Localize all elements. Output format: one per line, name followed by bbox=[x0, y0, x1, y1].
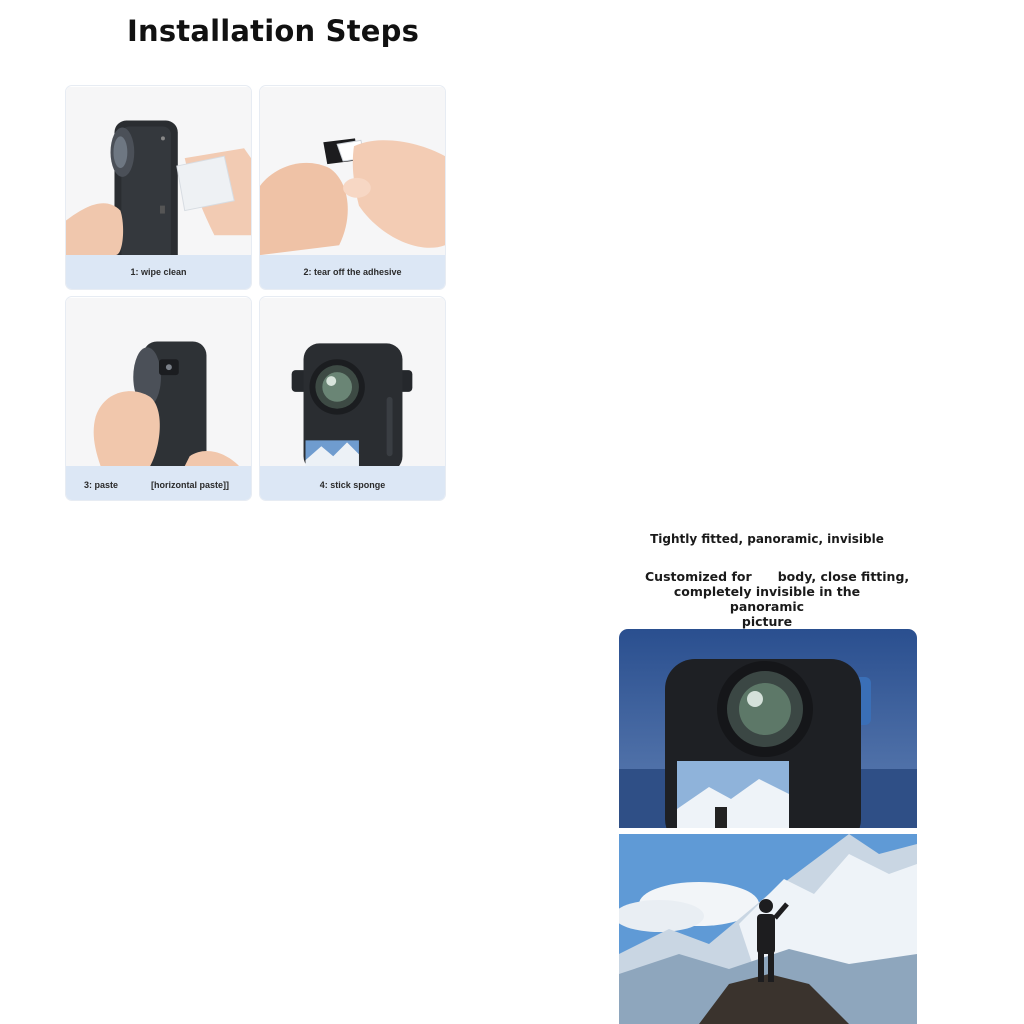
step-card-2 bbox=[259, 85, 446, 290]
adhesive-pad-image bbox=[260, 86, 445, 256]
page-title: Installation Steps bbox=[127, 14, 420, 48]
feature-tagline: Tightly fitted, panoramic, invisible bbox=[650, 532, 884, 546]
description-line-3: picture bbox=[741, 614, 793, 629]
step-4-label: 4: stick sponge bbox=[319, 480, 386, 490]
feature-description bbox=[645, 569, 910, 629]
camera-paste-image bbox=[66, 297, 251, 467]
camera-sponge-image bbox=[260, 297, 445, 467]
step-2-label: 2: tear off the adhesive bbox=[303, 267, 402, 277]
camera-wipe-image bbox=[66, 86, 251, 256]
description-line-2: completely invisible in the panoramic bbox=[673, 584, 861, 614]
step-card-3 bbox=[65, 296, 252, 501]
description-line-1: Customized for body, close fitting, bbox=[645, 569, 910, 584]
camera-lens-guard-image bbox=[619, 629, 917, 828]
step-3-label: 3: paste bbox=[84, 480, 119, 490]
step-3-note: [horizontal paste]] bbox=[151, 480, 229, 490]
step-card-1 bbox=[65, 85, 252, 290]
step-1-label: 1: wipe clean bbox=[130, 267, 187, 277]
step-card-4 bbox=[259, 296, 446, 501]
mountain-hiker-image bbox=[619, 834, 917, 1024]
